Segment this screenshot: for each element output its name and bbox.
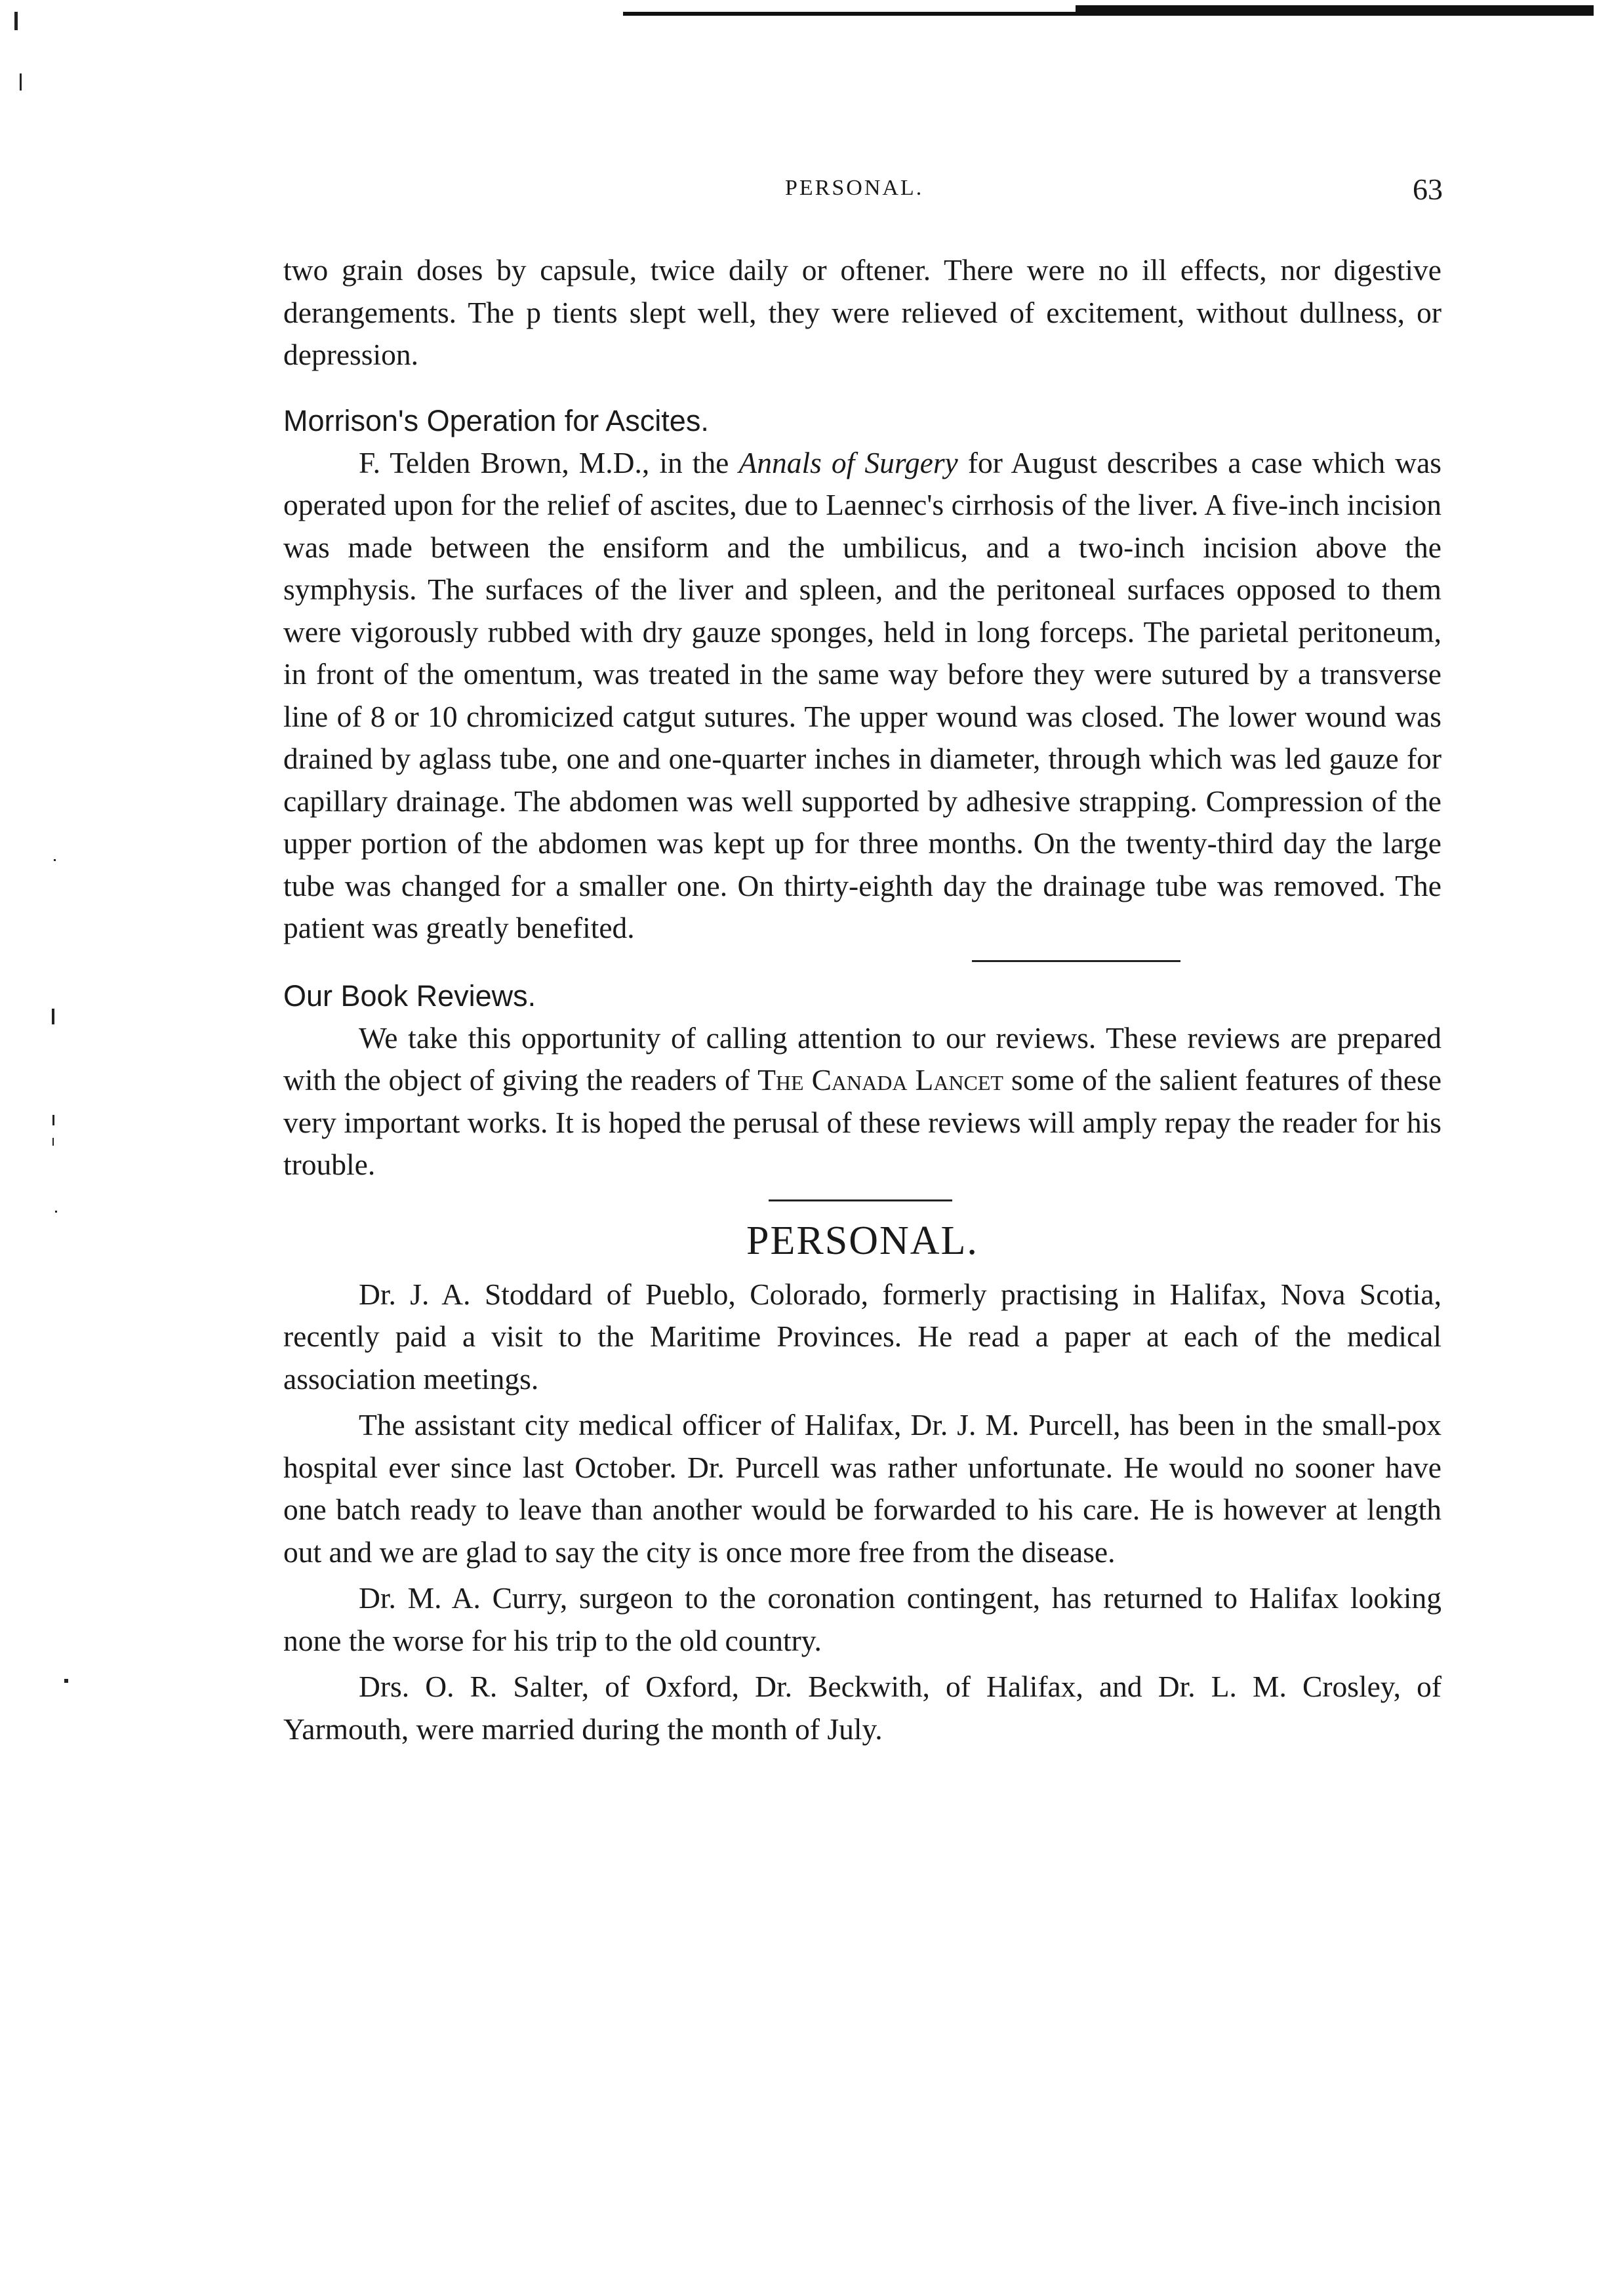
journal-name: The Canada Lancet	[757, 1063, 1003, 1097]
section-divider	[972, 960, 1180, 962]
margin-mark	[64, 1679, 68, 1683]
personal-paragraph: Drs. O. R. Salter, of Oxford, Dr. Beckwith, of Halifax, and Dr. L. M. Crosley, of Yarmouth, were married during the month of July.	[283, 1670, 1441, 1746]
personal-section-title: PERSONAL.	[746, 1218, 978, 1263]
running-title: PERSONAL.	[785, 176, 924, 200]
morrison-text-2: for August describes a case which was operated upon for the relief of ascites, due to Laennec's cirrhosis of the liver. A five-inch incision was made between the ensiform and the umbilicus, and a two-inch incision above the symphysis. The surfaces of the liver and spleen, and the peritoneal surfaces opposed to them were vigorously rubbed with dry gauze sponges, held in long forceps. The parietal peritoneum, in front of the omentum, was treated in the same way before they were sutured by a transverse line of 8 or 10 chromicized catgut sutures. The upper wound was closed. The lower wound was drained by aglass tube, one and one-quarter inches in diameter, through which was led gauze for capillary drainage. The abdomen was well supported by adhesive strapping. Compression of the upper portion of the abdomen was kept up for three months. On the twenty-third day the large tube was changed for a smaller one. On thirty-eighth day the drainage tube was removed. The patient was greatly benefited.	[283, 445, 1441, 944]
personal-paragraph: The assistant city medical officer of Halifax, Dr. J. M. Purcell, has been in the small-pox hospital ever since last October. Dr. Purcell was rather unfortunate. He would no sooner have one batch ready to leave than another would be forwarded to his care. He is however at length out and we are glad to say the city is once more free from the disease.	[283, 1408, 1441, 1569]
morrison-text-1: F. Telden Brown, M.D., in the	[359, 445, 739, 479]
margin-mark	[20, 73, 22, 91]
margin-mark	[52, 1115, 54, 1125]
page-number: 63	[1413, 172, 1443, 206]
book-reviews-heading: Our Book Reviews.	[283, 978, 536, 1013]
personal-paragraph: Dr. J. A. Stoddard of Pueblo, Colorado, formerly practising in Halifax, Nova Scotia, recently paid a visit to the Maritime Provinces. He read a paper at each of the medical association meetings.	[283, 1277, 1441, 1396]
top-border-rule-thick	[1076, 5, 1594, 16]
text-column	[283, 249, 1441, 1750]
morrison-heading: Morrison's Operation for Ascites.	[283, 403, 709, 437]
book-reviews-text-2: some of the salient features of these very important works. It is hoped the perusal of these reviews will amply repay the reader for his trouble.	[283, 1063, 1442, 1181]
running-head	[282, 172, 1443, 211]
margin-mark	[54, 859, 56, 861]
margin-mark	[55, 1211, 57, 1213]
book-reviews-text-1: We take this opportunity of calling attention to our reviews. These reviews are prepared with the object of giving the readers of	[283, 1020, 1441, 1097]
margin-mark	[14, 12, 18, 30]
margin-mark	[52, 1009, 54, 1024]
margin-mark	[52, 1138, 54, 1146]
continuation-paragraph: two grain doses by capsule, twice daily or oftener. There were no ill effects, nor digestive derangements. The p tients slept well, they were relieved of excitement, without dullness, or depression.	[283, 253, 1441, 371]
book-reviews-paragraph	[283, 1017, 1441, 1186]
section-divider	[769, 1199, 952, 1201]
journal-title: Annals of Surgery	[738, 445, 958, 479]
personal-paragraph: Dr. M. A. Curry, surgeon to the coronation contingent, has returned to Halifax looking none the worse for his trip to the old country.	[283, 1581, 1441, 1657]
morrison-paragraph	[283, 442, 1441, 950]
